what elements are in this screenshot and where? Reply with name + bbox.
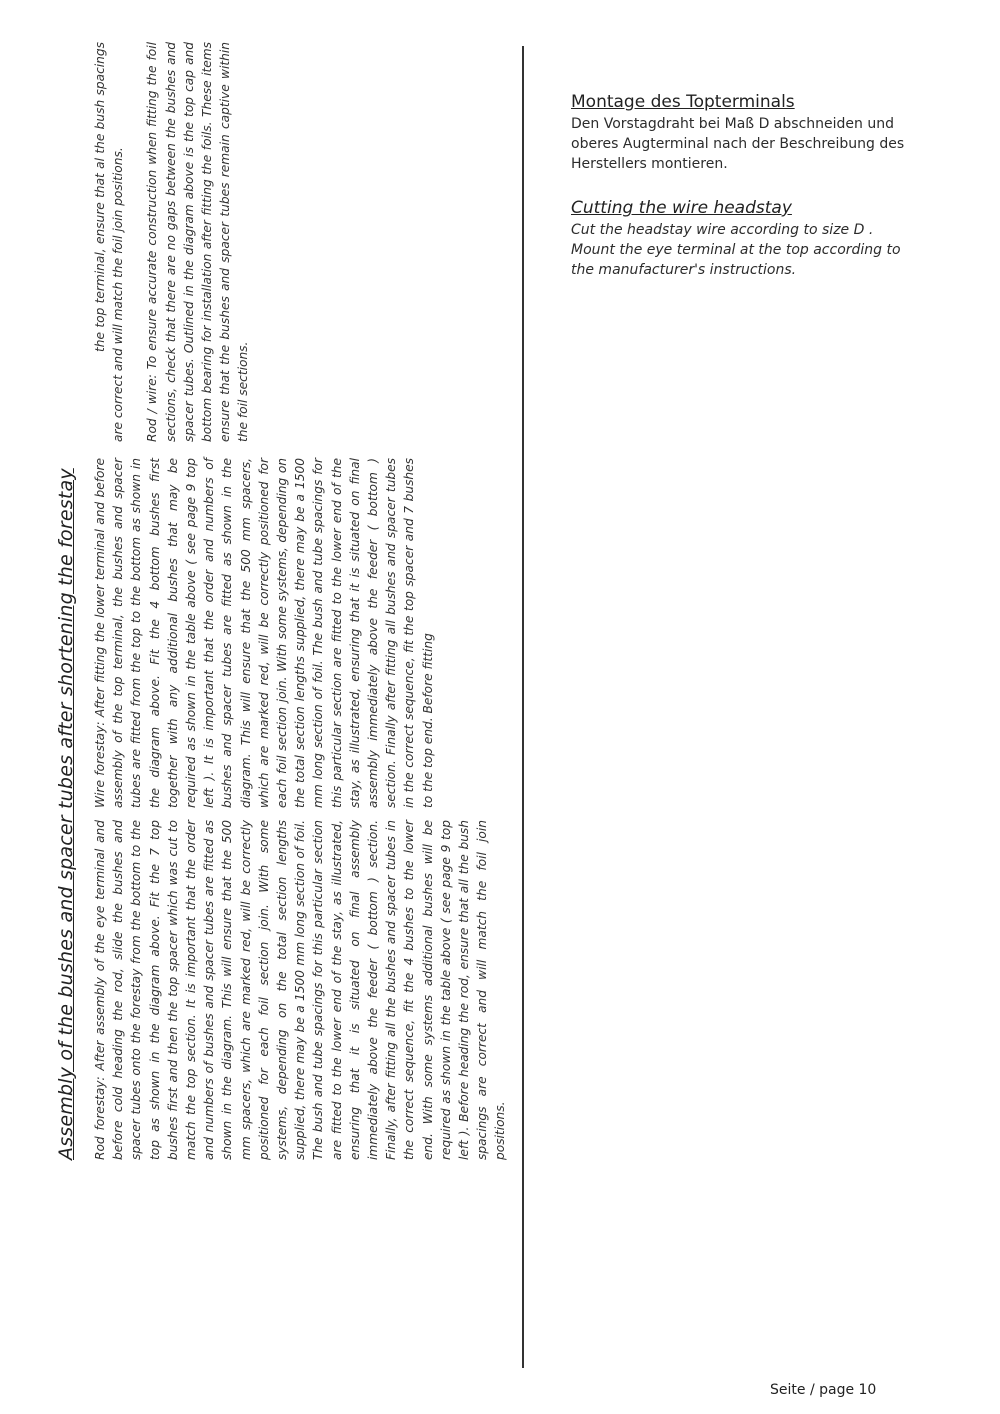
assembly-title: Assembly of the bushes and spacer tubes after shortening the forestay xyxy=(55,468,77,1160)
rod-wire-note: Rod / wire: To ensure accurate construction when fitting the foil sections, check that there are no gaps between the bushes and spacer tubes. Outlined in the diagram above is the top cap and bottom bearing for installation after fitting the foils. These items ensure that the bushes and spacer tubes remain captive within the foil sections. xyxy=(145,42,251,442)
wire-forestay-text: Wire forestay: After fitting the lower terminal and before assembly of the top terminal, the bushes and spacer tubes are fitted from the top to the bottom as shown in the diagram above. Fit the 4 bottom bushes first together with any additional bushes that may be required as shown in the table above ( see page 9 top left ). It is important that the order and numbers of bushes and spacer tubes are fitted as shown in the diagram. This will ensure that the 500 mm spacers, which are marked red, will be correctly positioned for each foil section join. With some systems, depending on the total section lengths supplied, there may be a 1500 mm long section of foil. The bush and tube spacings for this particular section are fitted to the lower end of the stay, as illustrated, ensuring that it is situated on final assembly immediately above the feeder ( bottom ) section. Finally after fitting all bushes and spacer tubes in the correct sequence, fit the top spacer and 7 bushes to the top end. Before fitting xyxy=(93,458,435,808)
top-terminal-note xyxy=(91,42,127,442)
notes-column xyxy=(91,42,269,442)
rotated-content xyxy=(55,40,508,1160)
page-number: Seite / page 10 xyxy=(770,1382,877,1398)
right-panel xyxy=(571,92,907,280)
heading-de: Montage des Topterminals xyxy=(571,92,795,112)
rod-forestay-text: Rod forestay: After assembly of the eye terminal and before cold heading the rod, slide the bushes and spacer tubes onto the forestay from the bottom to the top as shown in the diagram above. Fit the 7 top bushes first and then the top spacer which was cut to match the top section. It is important that the order and numbers of bushes and spacer tubes are fitted as shown in the diagram. This will ensure that the 500 mm spacers, which are marked red, will be correctly positioned for each foil section join. With some systems, depending on the total section lengths supplied, there may be a 1500 mm long section of foil. The bush and tube spacings for this particular section are fitted to the lower end of the stay, as illustrated, ensuring that it is situated on final assembly immediately above the feeder ( bottom ) section. Finally, after fitting all the bushes and spacer tubes in the correct sequence, fit the 4 bushes to the lower end. With some systems additional bushes will be required as shown in the table above ( see page 9 top left ). Before heading the rod, ensure that all the bush spacings are correct and will match the foil join positions. xyxy=(93,820,508,1160)
text-de: Den Vorstagdraht bei Maß D abschneiden und oberes Augterminal nach der Beschreibung des Herstellers montieren. xyxy=(571,116,905,172)
column-divider xyxy=(522,46,524,1368)
text-en: Cut the headstay wire according to size D . Mount the eye terminal at the top according to the manufacturer's instructions. xyxy=(571,222,901,278)
top-terminal-note-text: the top terminal, ensure that al the bush spacings are correct and will match the foil join positions. xyxy=(93,42,126,442)
heading-en: Cutting the wire headstay xyxy=(571,198,792,218)
